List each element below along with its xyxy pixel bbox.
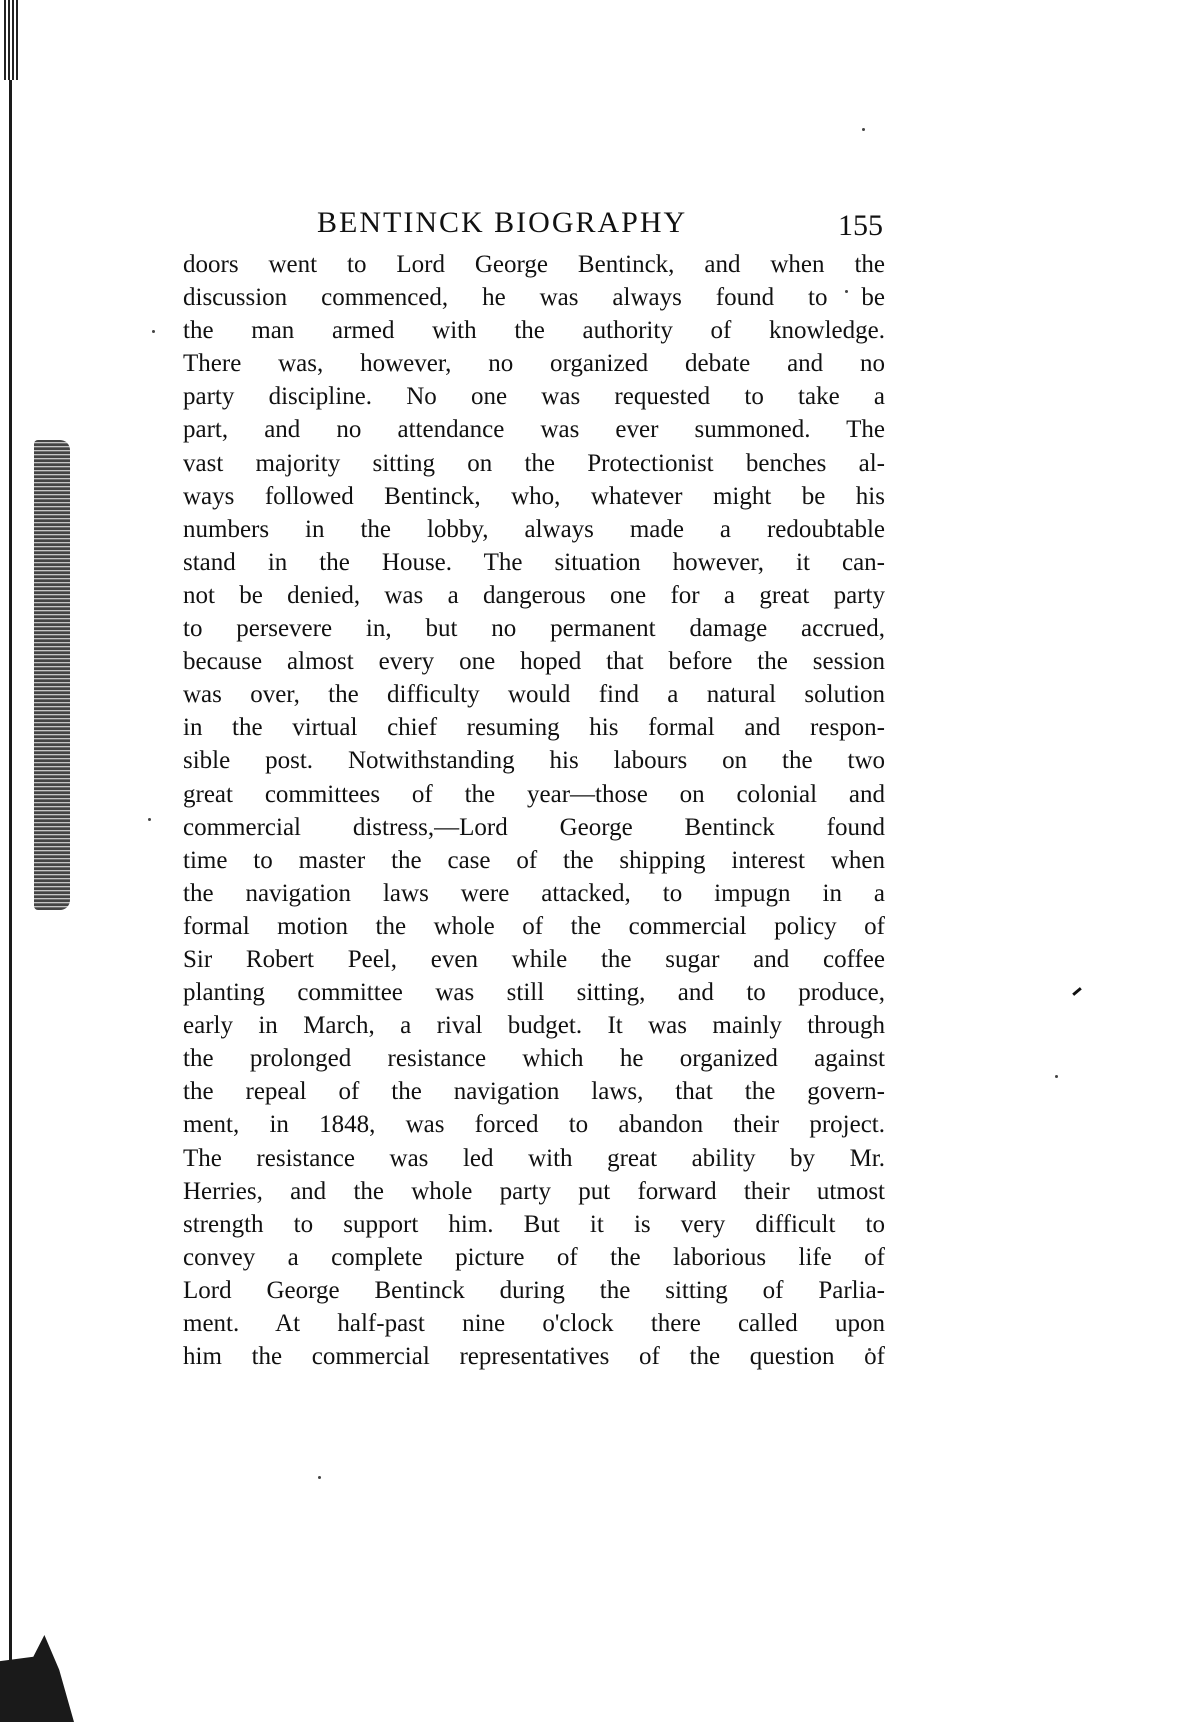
text-line: doors went to Lord George Bentinck, and when the — [183, 251, 885, 278]
text-line: party discipline. No one was requested to take a — [183, 383, 885, 411]
page-number: 155 — [838, 209, 883, 242]
text-line: early in March, a rival budget. It was mainly through — [183, 1012, 885, 1040]
scan-speck — [318, 1476, 321, 1479]
binding-edge — [9, 0, 12, 1722]
text-line: because almost every one hoped that before the session — [183, 648, 885, 676]
text-line: Herries, and the whole party put forward their utmost — [183, 1177, 885, 1205]
text-line: numbers in the lobby, always made a redoubtable — [183, 515, 885, 543]
text-line: sible post. Notwithstanding his labours on the two — [183, 747, 885, 775]
text-line: strength to support him. But it is very difficult to — [183, 1210, 885, 1238]
text-line: great committees of the year—those on colonial and — [183, 780, 885, 808]
text-line: to persevere in, but no permanent damage accrued, — [183, 615, 885, 643]
text-line: ment, in 1848, was forced to abandon their project. — [183, 1111, 885, 1139]
scan-speck — [152, 330, 155, 333]
text-line: ment. At half-past nine o'clock there called upon — [183, 1310, 885, 1337]
running-head — [180, 206, 900, 246]
binding-top-artifact — [4, 0, 18, 80]
text-line: was over, the difficulty would find a natural solution — [183, 681, 885, 709]
text-line: the man armed with the authority of knowledge. — [183, 317, 885, 345]
text-line: planting committee was still sitting, and to produce, — [183, 979, 885, 1007]
text-line: not be denied, was a dangerous one for a great party — [183, 581, 885, 609]
text-line: the repeal of the navigation laws, that the govern- — [183, 1078, 885, 1106]
text-line: Lord George Bentinck during the sitting of Parlia- — [183, 1276, 885, 1304]
text-line: in the virtual chief resuming his formal and respon- — [183, 714, 885, 742]
text-line: commercial distress,—Lord George Bentinck found — [183, 813, 885, 841]
text-line: vast majority sitting on the Protectionist benches al- — [183, 449, 885, 477]
scan-speck — [1055, 1075, 1058, 1078]
running-title: BENTINCK BIOGRAPHY — [317, 206, 688, 239]
text-line: the navigation laws were attacked, to impugn in a — [183, 879, 885, 907]
scan-speck — [862, 128, 865, 131]
text-line: There was, however, no organized debate and no — [183, 350, 885, 378]
scan-mark — [1072, 987, 1082, 996]
text-line: the prolonged resistance which he organized against — [183, 1045, 885, 1073]
text-line: ways followed Bentinck, who, whatever might be his — [183, 482, 885, 510]
text-line: stand in the House. The situation however, it can- — [183, 548, 885, 576]
text-line: Sir Robert Peel, even while the sugar and coffee — [183, 945, 885, 973]
binding-shadow-artifact — [34, 440, 70, 910]
text-line: convey a complete picture of the laborious life of — [183, 1243, 885, 1271]
text-line: The resistance was led with great ability by Mr. — [183, 1144, 885, 1172]
scan-speck — [148, 818, 151, 821]
body-text — [183, 248, 885, 1373]
text-line: time to master the case of the shipping interest when — [183, 846, 885, 874]
text-line: part, and no attendance was ever summoned. The — [183, 416, 885, 444]
text-line: him the commercial representatives of the question of — [183, 1343, 885, 1371]
text-line: formal motion the whole of the commercial policy of — [183, 912, 885, 940]
text-line: discussion commenced, he was always found to be — [183, 284, 885, 312]
